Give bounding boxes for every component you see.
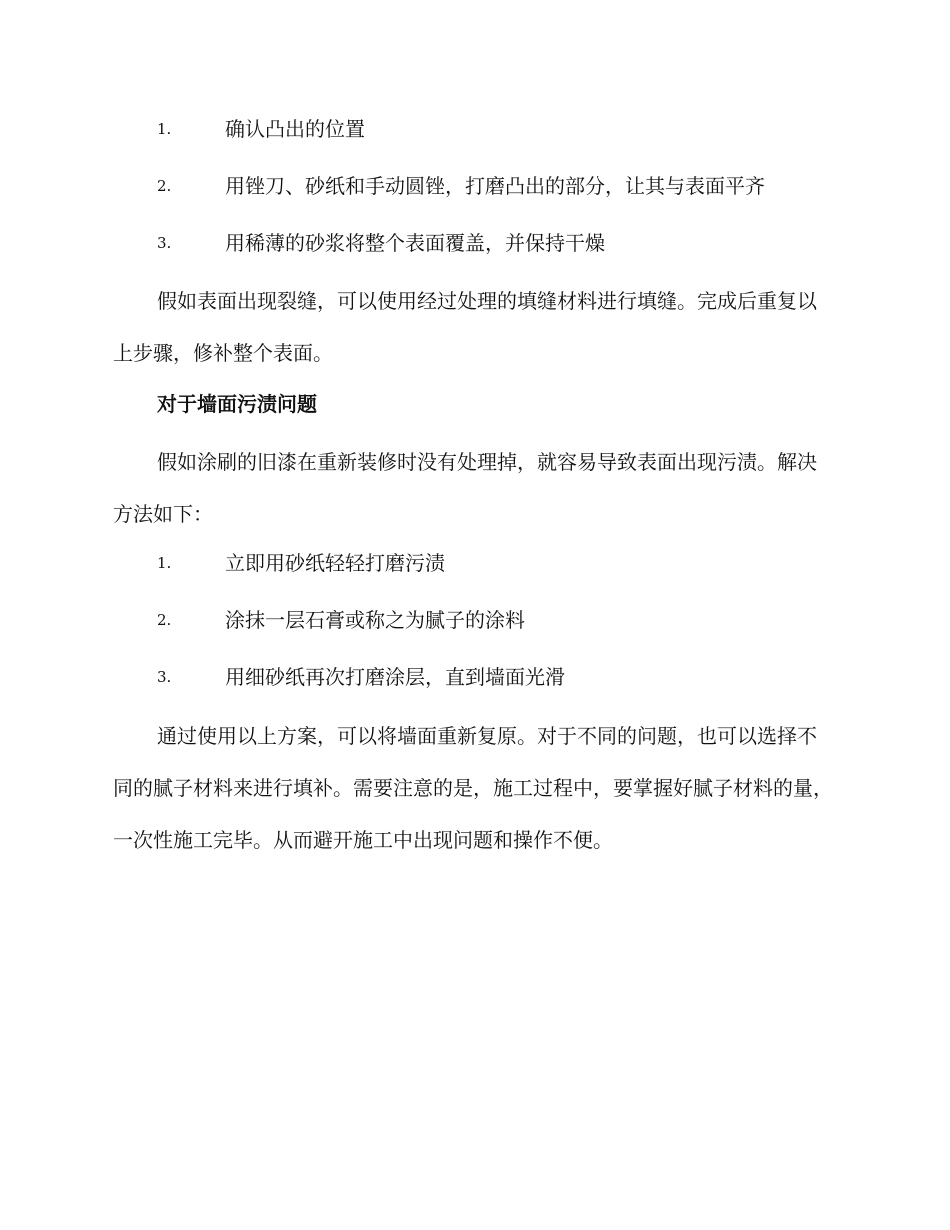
list-number: 1. — [157, 554, 172, 572]
section-heading: 对于墙面污渍问题 — [157, 392, 317, 416]
list-text: 用锉刀、砂纸和手动圆锉，打磨凸出的部分，让其与表面平齐 — [225, 174, 765, 198]
list-item — [113, 114, 835, 144]
list-text: 立即用砂纸轻轻打磨污渍 — [225, 551, 445, 575]
list-text: 确认凸出的位置 — [225, 117, 365, 141]
list-item — [113, 662, 835, 692]
list-item — [113, 171, 835, 201]
list-item — [113, 605, 835, 635]
list-text: 用细砂纸再次打磨涂层，直到墙面光滑 — [225, 665, 565, 689]
list-number: 3. — [157, 668, 172, 686]
paragraph-crack-repair: 假如表面出现裂缝，可以使用经过处理的填缝材料进行填缝。完成后重复以上步骤，修补整个表面。 — [113, 289, 817, 365]
list-number: 1. — [157, 120, 172, 138]
paragraph-conclusion: 通过使用以上方案，可以将墙面重新复原。对于不同的问题，也可以选择不同的腻子材料来进行填补。需要注意的是，施工过程中，要掌握好腻子材料的量，一次性施工完毕。从而避开施工中出现问题和操作不便。 — [113, 724, 833, 852]
paragraph-stain-intro: 假如涂刷的旧漆在重新装修时没有处理掉，就容易导致表面出现污渍。解决方法如下： — [113, 450, 817, 526]
list-number: 2. — [157, 611, 172, 629]
list-number: 3. — [157, 234, 172, 252]
list-item — [113, 228, 835, 258]
list-text: 用稀薄的砂浆将整个表面覆盖，并保持干燥 — [225, 231, 605, 255]
list-item — [113, 548, 835, 578]
list-number: 2. — [157, 177, 172, 195]
list-text: 涂抹一层石膏或称之为腻子的涂料 — [225, 608, 525, 632]
